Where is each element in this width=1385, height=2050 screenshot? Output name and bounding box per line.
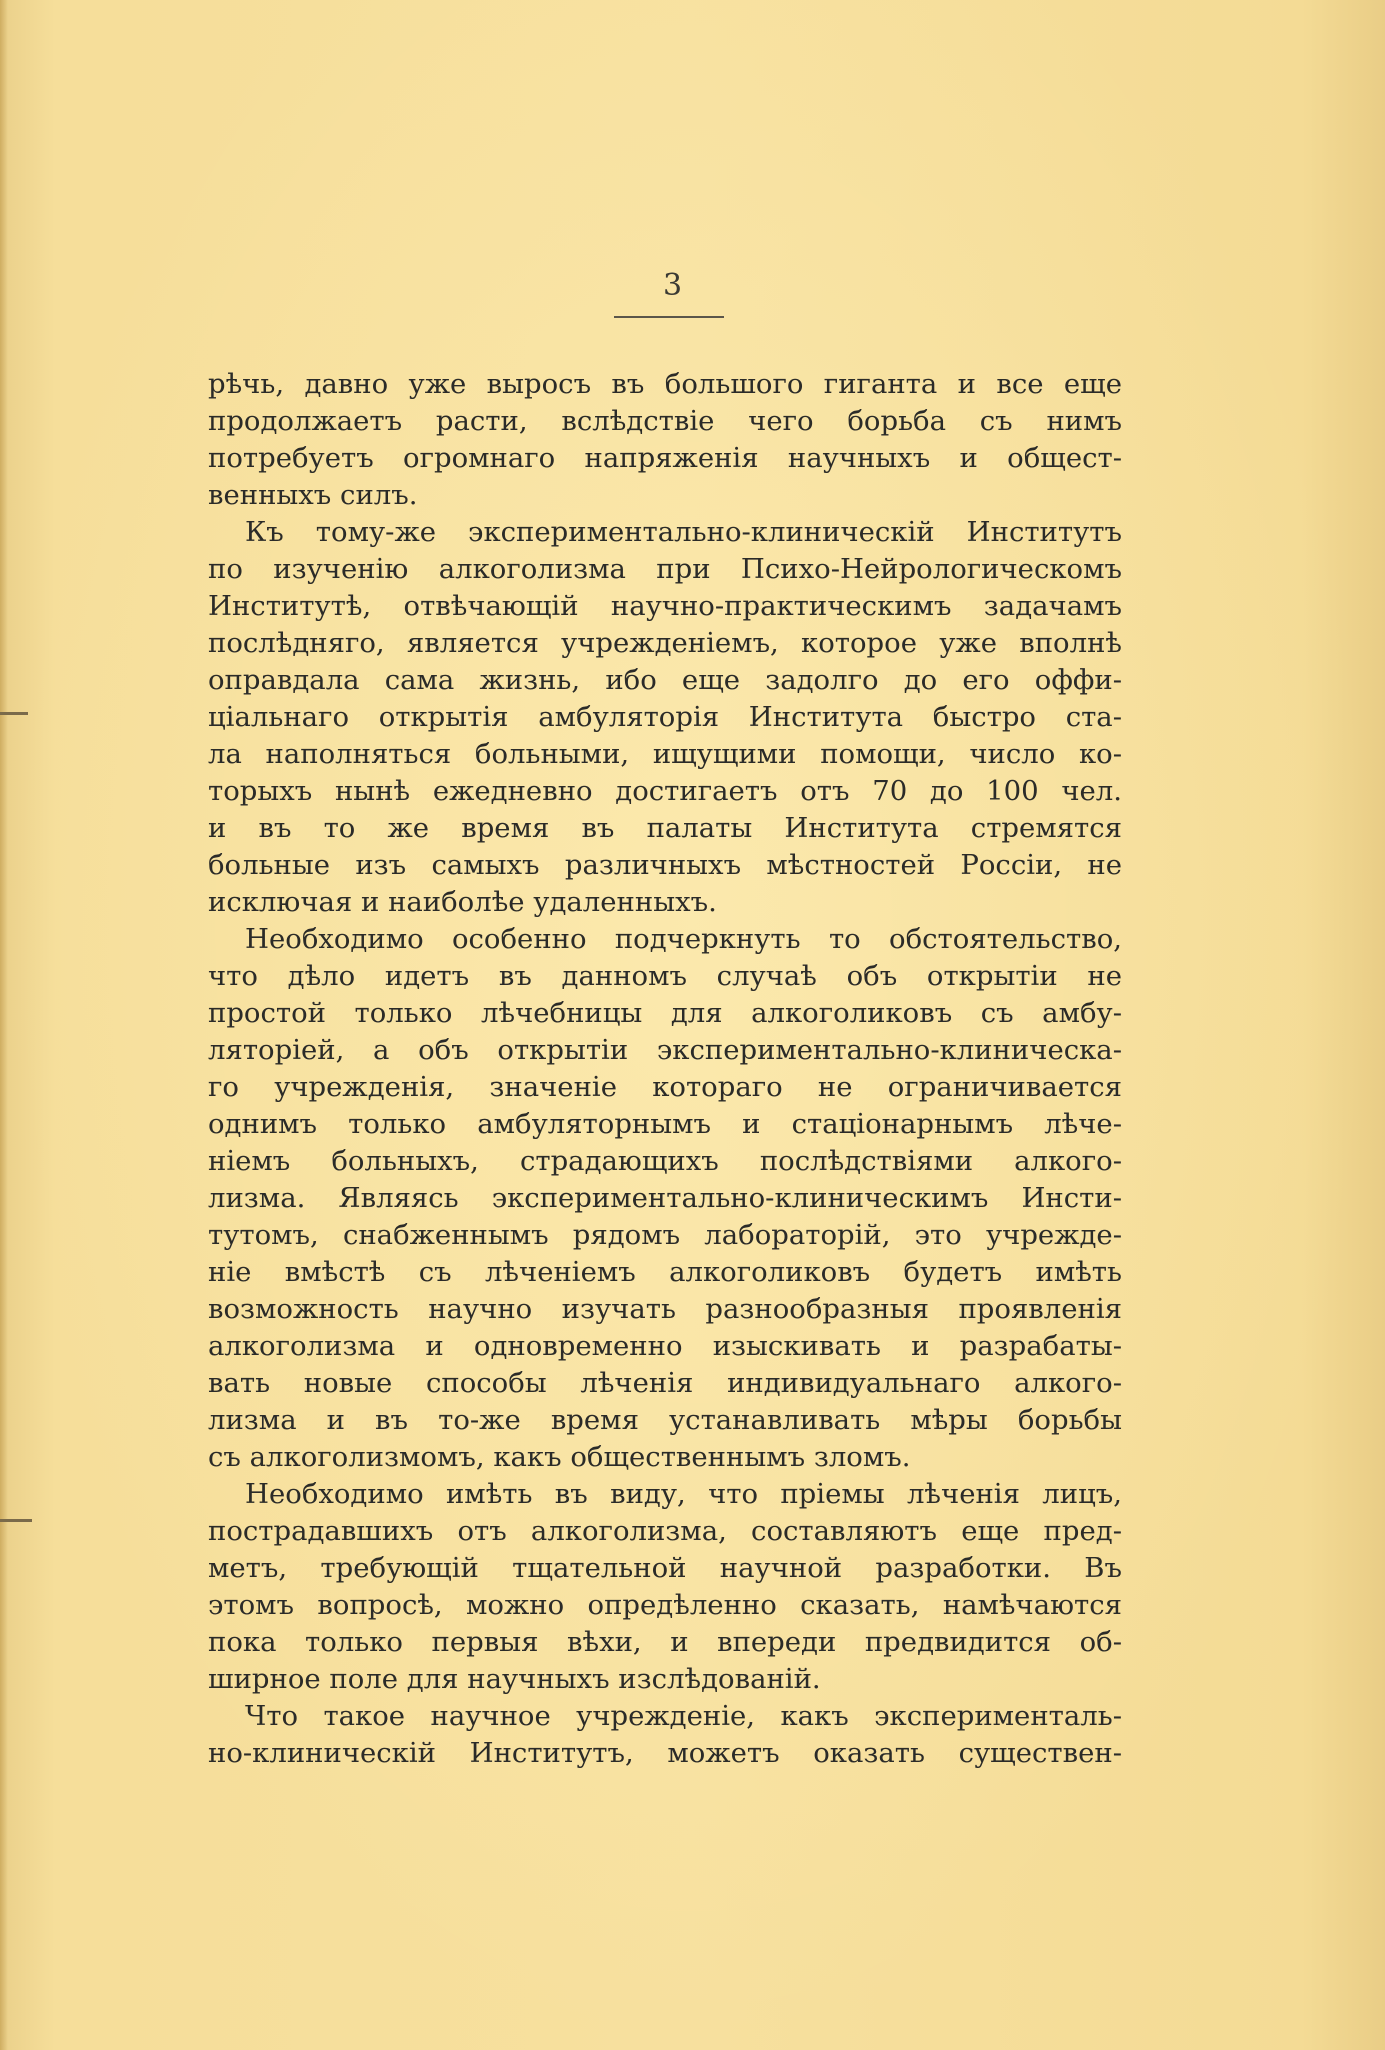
text-line: ляторіей, а объ открытіи экспериментально-клиническа- [208,1034,1122,1066]
paragraph [208,514,1122,921]
text-line: оправдала сама жизнь, ибо еще задолго до его оффи- [208,664,1122,696]
paragraph [208,1476,1122,1698]
text-line: рѣчь, давно уже выросъ въ большого гиганта и все еще [208,368,1122,400]
text-line: продолжаетъ расти, вслѣдствіе чего борьба съ нимъ [208,405,1122,437]
paragraph [208,1698,1122,1772]
text-line: простой только лѣчебницы для алкоголиковъ съ амбу- [208,997,1122,1029]
text-line: метъ, требующій тщательной научной разработки. Въ [208,1552,1122,1584]
margin-mark [0,1519,32,1522]
text-line: но-клиническій Институтъ, можетъ оказать существен- [208,1737,1122,1769]
text-line: и въ то же время въ палаты Института стремятся [208,812,1122,844]
text-line: Къ тому-же экспериментально-клиническій Институтъ [245,516,1122,548]
text-line: съ алкоголизмомъ, какъ общественнымъ зломъ. [208,1441,911,1473]
text-line: Необходимо особенно подчеркнуть то обстоятельство, [245,923,1122,955]
text-line: лизма и въ то-же время устанавливать мѣры борьбы [208,1404,1122,1436]
text-line: потребуетъ огромнаго напряженія научныхъ и общест- [208,442,1122,474]
text-line: тутомъ, снабженнымъ рядомъ лабораторій, это учрежде- [208,1219,1122,1251]
text-line: ціальнаго открытія амбуляторія Института быстро ста- [208,701,1122,733]
text-line: пока только первыя вѣхи, и впереди предвидится об- [208,1626,1122,1658]
text-line: алкоголизма и одновременно изыскивать и разрабаты- [208,1330,1122,1362]
text-line: ніе вмѣстѣ съ лѣченіемъ алкоголиковъ будетъ имѣть [208,1256,1122,1288]
text-line: Что такое научное учрежденіе, какъ эксперименталь- [245,1700,1122,1732]
text-line: возможность научно изучать разнообразныя проявленія [208,1293,1122,1325]
page-number: 3 [662,268,683,303]
text-line: вать новые способы лѣченія индивидуальнаго алкого- [208,1367,1122,1399]
text-line: лизма. Являясь экспериментально-клиническимъ Инсти- [208,1182,1122,1214]
page-left-edge [0,0,8,2050]
text-line: ла наполняться больными, ищущими помощи, число ко- [208,738,1122,770]
text-line: Институтѣ, отвѣчающій научно-практическимъ задачамъ [208,590,1122,622]
text-line: больные изъ самыхъ различныхъ мѣстностей Россіи, не [208,849,1122,881]
text-line: венныхъ силъ. [208,479,418,511]
text-line: торыхъ нынѣ ежедневно достигаетъ отъ 70 до 100 чел. [208,775,1122,807]
text-line: по изученію алкоголизма при Психо-Нейрологическомъ [208,553,1122,585]
text-line: ширное поле для научныхъ изслѣдованій. [208,1663,821,1695]
text-line: ніемъ больныхъ, страдающихъ послѣдствіями алкого- [208,1145,1122,1177]
paragraph [208,366,1122,514]
paragraph [208,921,1122,1476]
text-line: этомъ вопросѣ, можно опредѣленно сказать, намѣчаются [208,1589,1122,1621]
body-text [208,366,1122,1772]
header-rule [614,316,724,318]
text-line: однимъ только амбуляторнымъ и стаціонарнымъ лѣче- [208,1108,1122,1140]
text-line: послѣдняго, является учрежденіемъ, которое уже вполнѣ [208,627,1122,659]
text-line: го учрежденія, значеніе котораго не ограничивается [208,1071,1122,1103]
text-line: пострадавшихъ отъ алкоголизма, составляютъ еще пред- [208,1515,1122,1547]
text-line: исключая и наиболѣе удаленныхъ. [208,886,717,918]
text-line: что дѣло идетъ въ данномъ случаѣ объ открытіи не [208,960,1122,992]
text-line: Необходимо имѣть въ виду, что пріемы лѣченія лицъ, [245,1478,1122,1510]
margin-mark [0,712,28,715]
